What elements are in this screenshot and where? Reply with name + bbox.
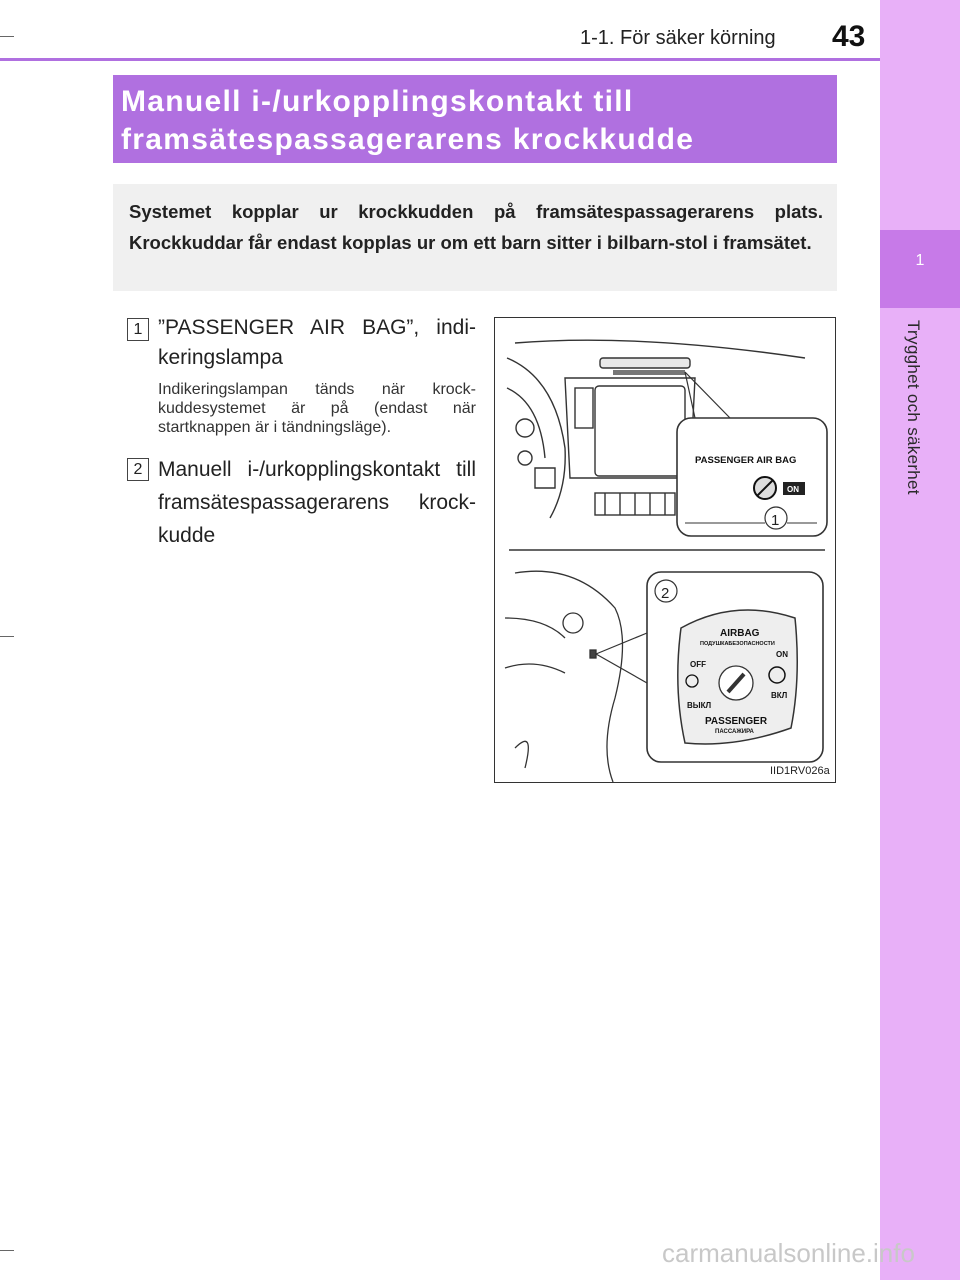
figure-code: IID1RV026a [770, 765, 830, 777]
item-1-title-line1: ”PASSENGER AIR BAG”, indi- [158, 316, 476, 339]
intro-text: Systemet kopplar ur krockkudden på framsätespassagerarens plats. Krockkuddar får endast kopplas ur om ett barn sitter i bilbarn-stol i framsätet. [129, 201, 823, 253]
dashboard-illustration [495, 318, 835, 782]
crop-mark [0, 636, 14, 637]
watermark: carmanualsonline.info [662, 1238, 915, 1268]
item-1-desc-line1: Indikeringslampan tänds när krock- [158, 381, 476, 398]
section-title-line1: Manuell i-/urkopplingskontakt till [121, 85, 634, 118]
switch-on-label: ON [776, 650, 788, 659]
switch-vkl-label: ВКЛ [771, 691, 788, 700]
header-rule [0, 58, 880, 61]
item-2-title [158, 453, 476, 552]
item-2-title-line3: kudde [158, 524, 216, 547]
switch-passenger-ru-label: ПАССАЖИРА [715, 729, 754, 735]
chapter-side-tab [880, 0, 960, 1280]
switch-off-label: OFF [690, 660, 706, 669]
callout-1-badge: ON [787, 485, 799, 494]
item-1-title [158, 313, 476, 373]
running-header-section: 1-1. För säker körning [580, 27, 776, 49]
item-1-title-line2: keringslampa [158, 346, 283, 369]
crop-mark [0, 1250, 14, 1251]
callout-1-label: PASSENGER AIR BAG [695, 455, 797, 466]
marker-2: 2 [661, 585, 670, 602]
page-number: 43 [832, 20, 866, 53]
section-title-line2: framsätespassagerarens krockkudde [121, 123, 695, 156]
chapter-title: Trygghet och säkerhet [904, 320, 923, 495]
item-number-2: 2 [127, 458, 149, 481]
callout-1-box [677, 418, 827, 536]
item-1-desc-line3: startknappen är i tändningsläge). [158, 419, 392, 436]
switch-airbag-label: AIRBAG [720, 628, 760, 639]
illustration-frame [494, 317, 836, 783]
item-2-title-line2: framsätespassagerarens krock- [158, 491, 476, 514]
switch-passenger-label: PASSENGER [705, 716, 768, 727]
item-1-desc-line2: kuddesystemet är på (endast när [158, 400, 476, 417]
switch-vykl-label: ВЫКЛ [687, 701, 712, 710]
item-number-1: 1 [127, 318, 149, 341]
switch-airbag-ru-label: ПОДУШКАБЕЗОПАСНОСТИ [700, 641, 775, 647]
chapter-number: 1 [915, 252, 925, 269]
marker-1: 1 [771, 512, 780, 529]
intro-box [113, 184, 837, 291]
crop-mark [0, 36, 14, 37]
section-title [113, 75, 837, 163]
item-2-title-line1: Manuell i-/urkopplingskontakt till [158, 458, 476, 481]
item-1-description [158, 380, 476, 437]
